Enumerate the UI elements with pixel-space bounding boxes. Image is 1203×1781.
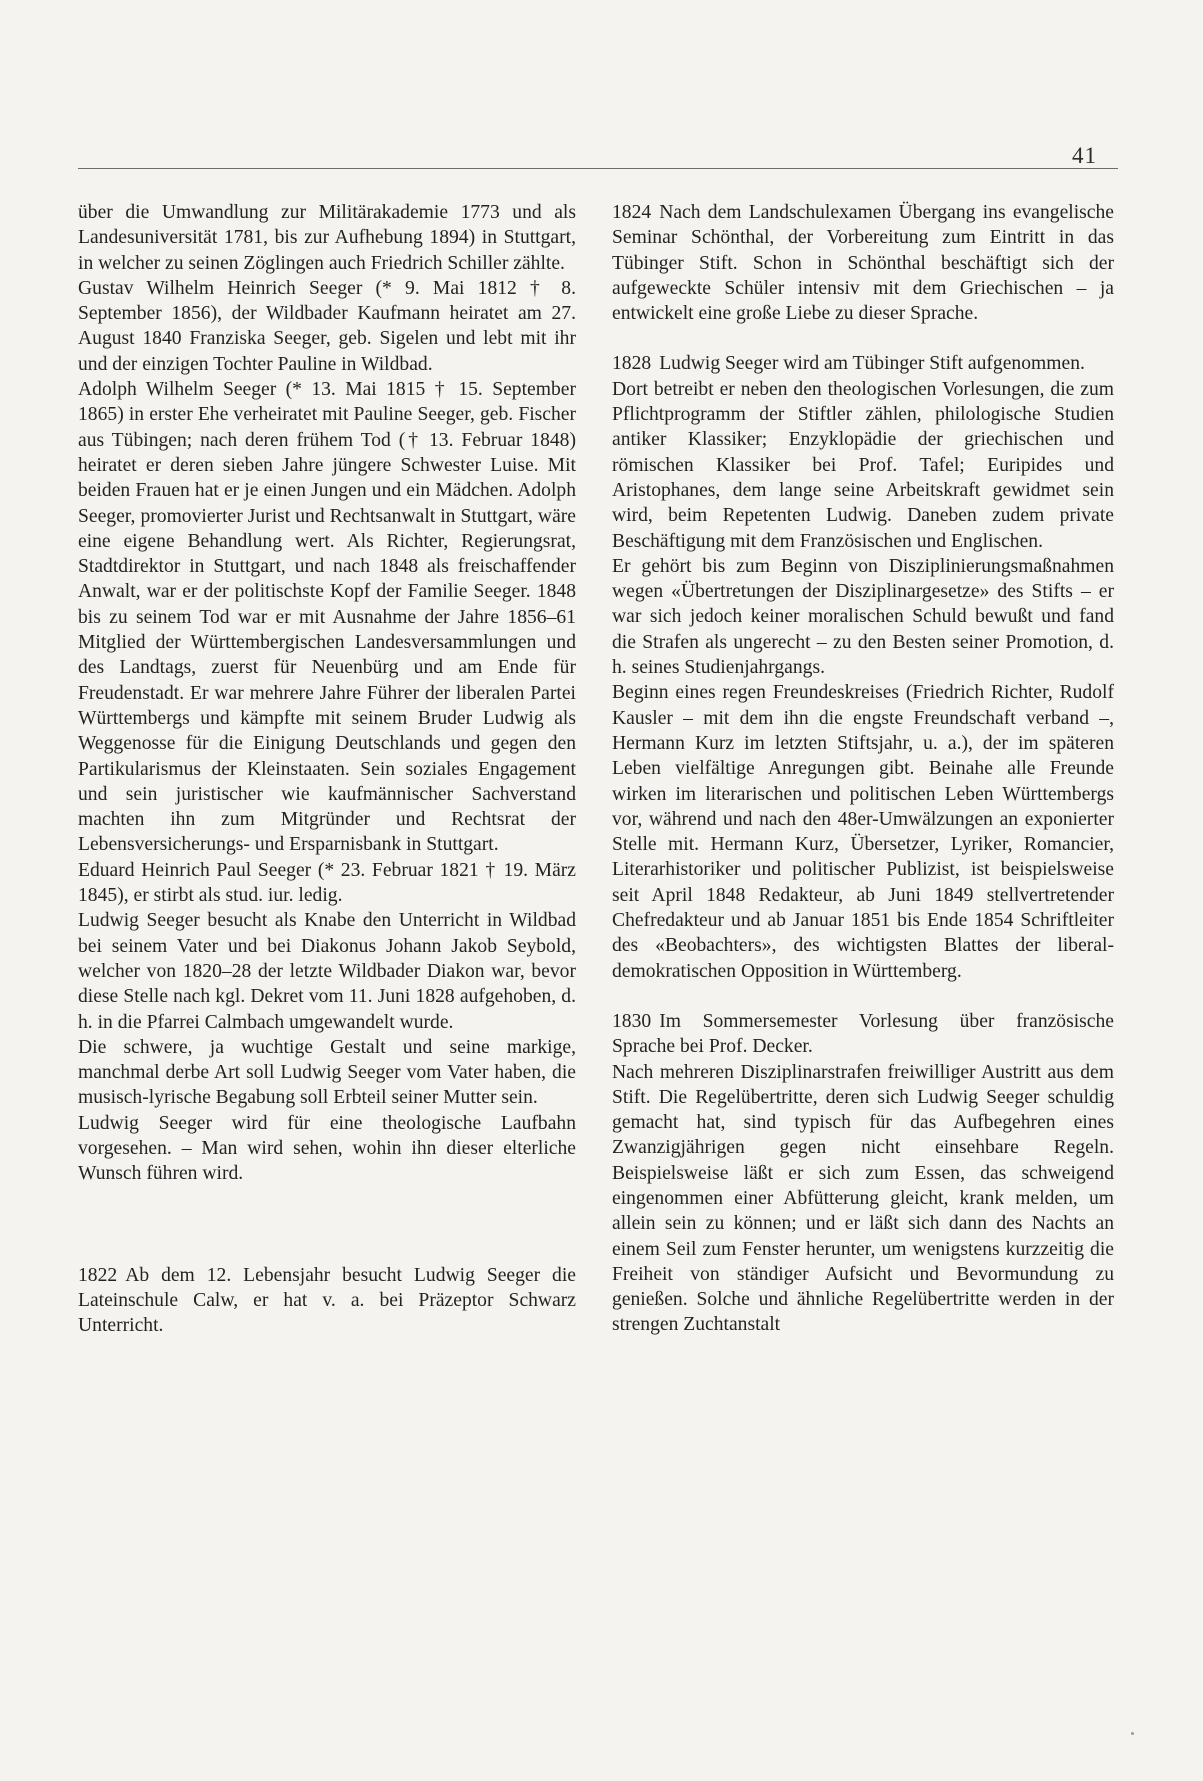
entry-year: 1830 bbox=[612, 1010, 652, 1032]
entry-text: Im Sommersemester Vorlesung über französische Sprache bei Prof. Decker. bbox=[612, 1010, 1114, 1058]
left-column bbox=[78, 200, 576, 1338]
entry-text: Nach dem Landschulexamen Übergang ins evangelische Seminar Schönthal, der Vorbereitung zum Eintritt in das Tübinger Stift. Schon in Schönthal beschäftigt sich der aufgeweckte Schüler intensiv mit dem Griechischen – ja entwickelt eine große Liebe zu dieser Sprache. bbox=[612, 202, 1114, 325]
entry-text: Ludwig Seeger wird am Tübinger Stift aufgenommen. bbox=[659, 353, 1085, 375]
paragraph-leaving-stift: Nach mehreren Disziplinarstrafen freiwilliger Austritt aus dem Stift. Die Regelübertritte, deren sich Ludwig Seeger schuldig gemacht hat, sind typisch für das Aufbegehren eines Zwanzigjährigen gegen nicht einsehbare Regeln. Beispielsweise läßt er sich zum Essen, das schweigend eingenommen einer Abfütterung gleicht, krank melden, um allein sein zu können; und er läßt sich dann des Nachts an einem Seil zum Fenster herunter, um wenigstens kurzzeitig die Freiheit von ständiger Aufsicht und Bevormundung zu genießen. Solche und ähnliche Regelübertritte werden in der strengen Zuchtanstalt bbox=[612, 1061, 1114, 1336]
entry-1828 bbox=[612, 351, 1114, 376]
paragraph-childhood-schooling: Ludwig Seeger besucht als Knabe den Unterricht in Wildbad bei seinem Vater und bei Diakonus Johann Jakob Seybold, welcher von 1820–28 der letzte Wildbader Diakon war, bevor diese Stelle nach kgl. Dekret vom 11. Juni 1828 aufgehoben, d. h. in die Pfarrei Calmbach umgewandelt wurde. bbox=[78, 910, 576, 1033]
paragraph-discipline: Er gehört bis zum Beginn von Disziplinierungsmaßnahmen wegen «Übertretungen der Disziplinargesetze» des Stifts – er war sich jedoch keiner moralischen Schuld bewußt und fand die Strafen als ungerecht – zu den Besten seiner Promotion, d. h. seines Studienjahrgangs. bbox=[612, 555, 1114, 679]
paragraph-studies: Dort betreibt er neben den theologischen Vorlesungen, die zum Pflichtprogramm der Stiftler zählen, philologische Studien antiker Klassiker; Enzyklopädie der griechischen und römischen Klassiker bei Prof. Tafel; Euripides und Aristophanes, dem lange seine Arbeitskraft gewidmet sein wird, beim Repetenten Ludwig. Daneben zudem private Beschäftigung mit dem Französischen und Englischen. bbox=[612, 378, 1114, 552]
right-column bbox=[612, 200, 1114, 1338]
paragraph-character: Die schwere, ja wuchtige Gestalt und seine markige, manchmal derbe Art soll Ludwig Seeger vom Vater haben, die musisch-lyrische Begabung soll Erbteil seiner Mutter sein. bbox=[78, 1036, 576, 1109]
header-rule bbox=[78, 168, 1118, 169]
paragraph-friends: Beginn eines regen Freundeskreises (Friedrich Richter, Rudolf Kausler – mit dem ihn die engste Freundschaft verband –, Hermann Kurz im letzten Stiftsjahr, u. a.), der im späteren Leben vielfältige Anregungen gibt. Beinahe alle Freunde wirken im literarischen und politischen Leben Württembergs vor, während und nach den 48er-Umwälzungen an exponierter Stelle mit. Hermann Kurz, Übersetzer, Lyriker, Romancier, Literarhistoriker und politischer Publizist, ist beispielsweise seit April 1848 Redakteur, ab Juni 1849 stellvertretender Chefredakteur und ab Januar 1851 bis Ende 1854 Schriftleiter des «Beobachters», des wichtigsten Blattes der liberal-demokratischen Opposition in Württemberg. bbox=[612, 682, 1114, 982]
paragraph-academy: über die Umwandlung zur Militärakademie 1773 und als Landesuniversität 1781, bis zur Aufhebung 1894) in Stuttgart, in welcher zu seinen Zöglingen auch Friedrich Schiller zählte. bbox=[78, 202, 576, 274]
entry-text: Ab dem 12. Lebensjahr besucht Ludwig Seeger die Lateinschule Calw, er hat v. a. bei Präzeptor Schwarz Unterricht. bbox=[78, 1264, 576, 1337]
entry-year: 1828 bbox=[612, 353, 652, 375]
entry-1830 bbox=[612, 1009, 1114, 1060]
paragraph-theological-career: Ludwig Seeger wird für eine theologische Laufbahn vorgesehen. – Man wird sehen, wohin ihn dieser elterliche Wunsch führen wird. bbox=[78, 1112, 576, 1185]
entry-1824 bbox=[612, 200, 1114, 326]
paragraph-eduard-seeger: Eduard Heinrich Paul Seeger (* 23. Februar 1821 † 19. März 1845), er stirbt als stud. iur. ledig. bbox=[78, 859, 576, 907]
entry-1822 bbox=[78, 1263, 576, 1339]
entry-year: 1822 bbox=[78, 1264, 118, 1286]
page-number: 41 bbox=[1072, 143, 1097, 168]
entry-year: 1824 bbox=[612, 202, 652, 223]
paragraph-adolph-seeger: Adolph Wilhelm Seeger (* 13. Mai 1815 † 15. September 1865) in erster Ehe verheiratet mit Pauline Seeger, geb. Fischer aus Tübingen; nach deren frühem Tod († 13. Februar 1848) heiratet er deren sieben Jahre jüngere Schwester Luise. Mit beiden Frauen hat er je einen Jungen und ein Mädchen. Adolph Seeger, promovierter Jurist und Rechtsanwalt in Stuttgart, wäre eine eigene Behandlung wert. Als Richter, Regierungsrat, Stadtdirektor in Stuttgart, und nach 1848 als freischaffender Anwalt, war er der politischste Kopf der Familie Seeger. 1848 bis zu seinem Tod war er mit Ausnahme der Jahre 1856–61 Mitglied der Württembergischen Landesversammlungen und des Landtags, zuerst für Neuenbürg und am Ende für Freudenstadt. Er war mehrere Jahre Führer der liberalen Partei Württembergs und kämpfte mit seinem Bruder Ludwig als Weggenosse für die Einigung Deutschlands und gegen den Partikularismus der Kleinstaaten. Sein soziales Engagement und sein juristischer wie kaufmännischer Sachverstand machten ihn zum Mitgründer und Rechtsrat der Lebensversicherungs- und Ersparnisbank in Stuttgart. bbox=[78, 379, 576, 856]
paragraph-gustav-seeger: Gustav Wilhelm Heinrich Seeger (* 9. Mai 1812 † 8. September 1856), der Wildbader Kaufmann heiratet am 27. August 1840 Franziska Seeger, geb. Sigelen und lebt mit ihr und der einzigen Tochter Pauline in Wildbad. bbox=[78, 277, 576, 375]
paper-speck bbox=[1131, 1732, 1134, 1735]
